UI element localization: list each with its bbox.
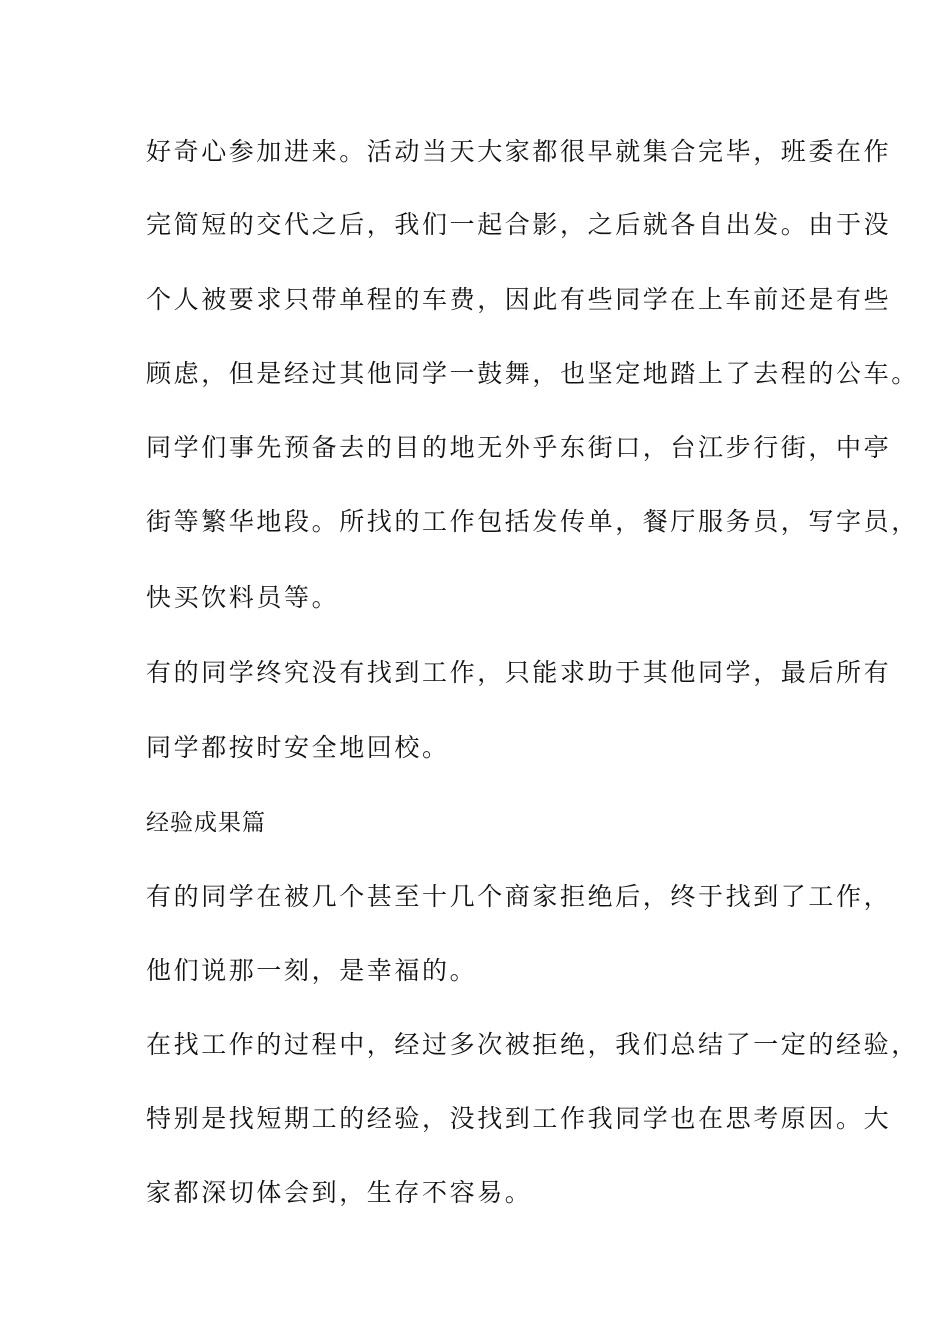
paragraph-line: 有的同学在被几个甚至十几个商家拒绝后，终于找到了工作， — [146, 882, 892, 911]
paragraph-line: 街等繁华地段。所找的工作包括发传单，餐厅服务员，写字员， — [146, 507, 919, 536]
paragraph-line: 顾虑，但是经过其他同学一鼓舞，也坚定地踏上了去程的公车。 — [146, 359, 919, 388]
paragraph-line: 同学都按时安全地回校。 — [146, 733, 450, 762]
paragraph-line: 家都深切体会到，生存不容易。 — [146, 1178, 533, 1207]
paragraph-line: 同学们事先预备去的目的地无外乎东街口，台江步行街，中亭 — [146, 433, 892, 462]
paragraph-line: 有的同学终究没有找到工作，只能求助于其他同学，最后所有 — [146, 658, 892, 687]
paragraph-line: 他们说那一刻，是幸福的。 — [146, 956, 478, 985]
paragraph-line: 好奇心参加进来。活动当天大家都很早就集合完毕，班委在作 — [146, 137, 892, 166]
paragraph-line: 快买饮料员等。 — [146, 583, 340, 612]
paragraph-line: 完简短的交代之后，我们一起合影，之后就各自出发。由于没 — [146, 210, 892, 239]
paragraph-line: 特别是找短期工的经验，没找到工作我同学也在思考原因。大 — [146, 1104, 892, 1133]
paragraph-line: 在找工作的过程中，经过多次被拒绝，我们总结了一定的经验， — [146, 1030, 919, 1059]
section-heading: 经验成果篇 — [146, 810, 266, 836]
paragraph-line: 个人被要求只带单程的车费，因此有些同学在上车前还是有些 — [146, 285, 892, 314]
